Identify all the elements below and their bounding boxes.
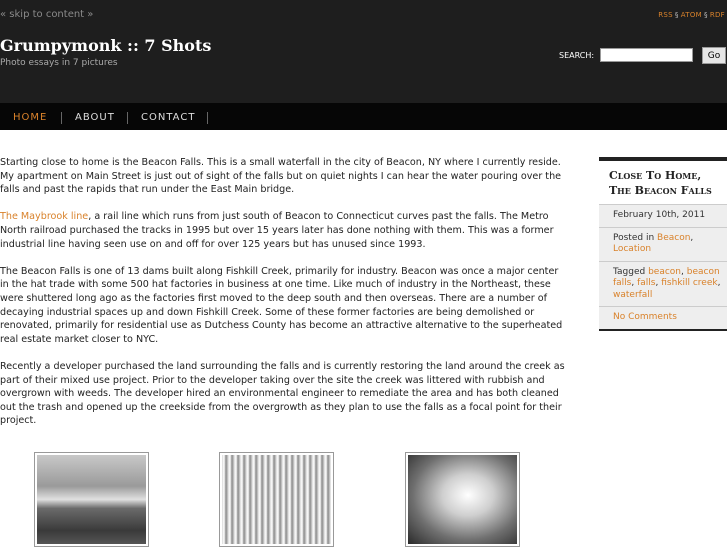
- tagged-label: Tagged: [613, 266, 646, 277]
- search-input[interactable]: [600, 48, 693, 62]
- post-paragraph: The Beacon Falls is one of 13 dams built along Fishkill Creek, primarily for industry. Beacon was once a major center in the hat trade with some 500 hat factories in business at one time. Like much of industry in the Northeast, these were shuttered long ago as the factories first moved to the deep south and then overseas. There are a number of decaying industrial spaces up and down Fishkill Creek. Some of these former factories are being demolished or renovated, primarily for residential use as Dutchess County has become an attractive alternative to the superheated real estate market closer to NYC.: [0, 265, 563, 345]
- nav-divider: [127, 112, 128, 124]
- post-meta-sidebar: [599, 157, 727, 331]
- skip-to-content-link[interactable]: « skip to content »: [0, 9, 94, 20]
- feed-separator: §: [674, 11, 679, 19]
- photo-thumbnail[interactable]: [219, 452, 334, 547]
- post-paragraph-text: , a rail line which runs from just south of Beacon to Connecticut curves past the falls. The Metro North railroad purchased the tracks in 1995 but over 15 years later has done nothing with them. This was a former industrial line having seen use on and off for over 125 years but has unused since 1993.: [0, 211, 554, 250]
- posted-in-label: Posted in: [613, 232, 655, 243]
- atom-link[interactable]: ATOM: [680, 11, 702, 19]
- category-link-location[interactable]: Location: [613, 244, 652, 254]
- photo-thumbnail[interactable]: [34, 452, 149, 547]
- tag-link-falls[interactable]: falls: [637, 278, 656, 288]
- tag-link-beacon-falls[interactable]: beacon falls: [613, 266, 720, 288]
- falls-photo: [37, 455, 146, 544]
- tag-link-beacon[interactable]: beacon: [648, 266, 682, 277]
- post-paragraph: Recently a developer purchased the land surrounding the falls and is currently restoring the land around the creek as part of their mixed use project. Prior to the developer taking over the site the creek was littered with rubbish and overgrown with weeds. The developer hired an environmental engineer to remediate the area and has both cleaned out the trash and opened up the creekside from the overgrowth as they plan to use the falls as a focal point for their project.: [0, 360, 565, 427]
- comments-link[interactable]: No Comments: [613, 312, 677, 322]
- site-header: [0, 0, 727, 103]
- nav-item-contact[interactable]: CONTACT: [141, 112, 196, 123]
- site-title[interactable]: Grumpymonk :: 7 Shots: [0, 36, 212, 55]
- post-date: February 10th, 2011: [599, 204, 727, 227]
- waterfall-photo: [222, 455, 331, 544]
- tag-link-fishkill-creek[interactable]: fishkill creek: [661, 278, 718, 288]
- category-link-beacon[interactable]: Beacon: [657, 232, 691, 243]
- nav-divider: [207, 112, 208, 124]
- rss-link[interactable]: RSS: [658, 11, 673, 19]
- post-categories: Posted in Beacon, Location: [599, 227, 727, 261]
- post-paragraph: Starting close to home is the Beacon Falls. This is a small waterfall in the city of Beacon, NY where I currently reside. My apartment on Main Street is just out of sight of the falls but on quiet nights I can hear the water pouring over the falls and past the rapids that run under the East Main bridge.: [0, 157, 562, 196]
- feed-separator: §: [704, 11, 708, 19]
- nav-divider: [61, 112, 62, 124]
- search-label: SEARCH:: [559, 51, 595, 60]
- sky-photo: [408, 455, 517, 544]
- nav-item-home[interactable]: HOME: [13, 112, 48, 123]
- tag-link-waterfall[interactable]: waterfall: [613, 289, 653, 300]
- post-tags: Tagged beacon, beacon falls, falls, fishkill creek, waterfall: [599, 261, 727, 307]
- rdf-link[interactable]: RDF: [709, 11, 725, 19]
- post-paragraph: [0, 210, 566, 251]
- maybrook-line-link[interactable]: The Maybrook line: [0, 211, 89, 223]
- feed-links: [658, 11, 725, 19]
- nav-item-about[interactable]: ABOUT: [75, 112, 115, 123]
- search-go-button[interactable]: Go: [702, 47, 726, 64]
- post-title[interactable]: Close To Home, The Beacon Falls: [599, 161, 727, 204]
- sidebar-bottom-rule: [599, 329, 727, 331]
- post-content: [0, 156, 566, 441]
- photo-thumbnail[interactable]: [405, 452, 520, 547]
- site-tagline: Photo essays in 7 pictures: [0, 58, 118, 68]
- main-nav: [0, 103, 727, 130]
- post-comments: [599, 306, 727, 329]
